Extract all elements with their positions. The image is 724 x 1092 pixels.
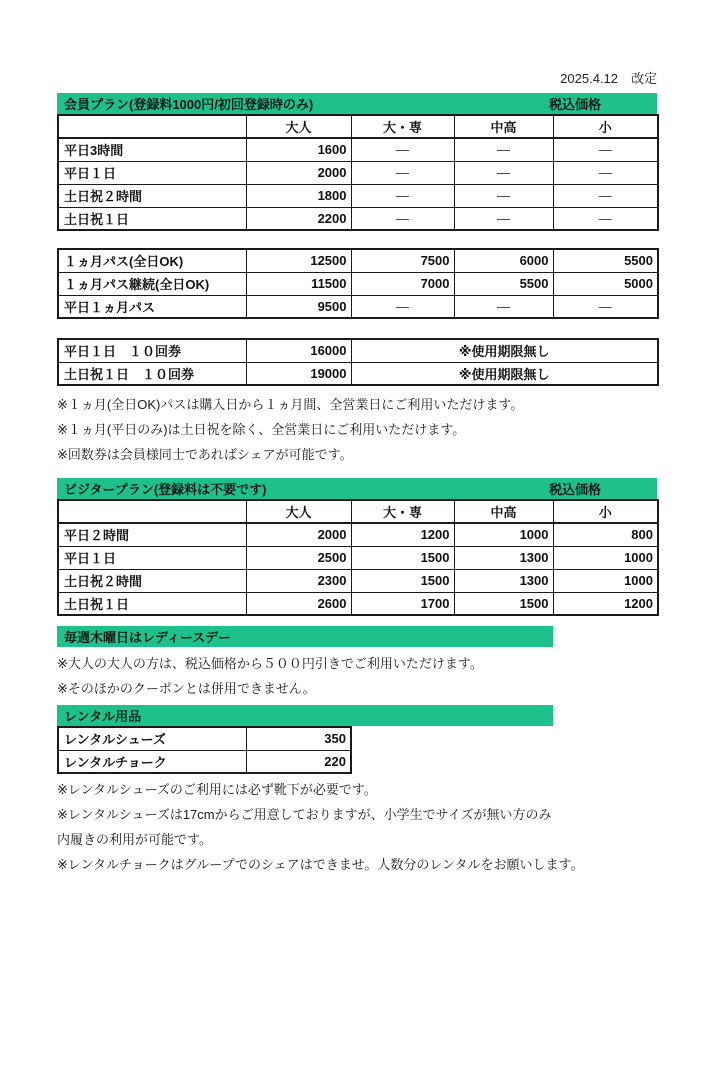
price-cell: ―	[351, 295, 454, 318]
price-cell: 7500	[351, 249, 454, 272]
price-cell: ―	[454, 295, 553, 318]
table-row	[58, 161, 658, 184]
rental-item-label: レンタルチョーク	[58, 750, 246, 773]
table-row	[58, 138, 658, 161]
price-cell: 2300	[246, 569, 351, 592]
table-row	[58, 592, 658, 615]
ticket-note-cell: ※使用期限無し	[351, 339, 658, 362]
price-cell: 1700	[351, 592, 454, 615]
price-cell: 7000	[351, 272, 454, 295]
price-cell: 350	[246, 727, 351, 750]
table-row	[58, 295, 658, 318]
ticket-book-table	[57, 338, 659, 386]
price-cell: 2200	[246, 207, 351, 230]
price-cell: 1800	[246, 184, 351, 207]
price-cell: ―	[553, 138, 658, 161]
column-header-univ: 大・専	[351, 500, 454, 523]
column-header-jhs-hs: 中高	[454, 500, 553, 523]
price-cell: 2500	[246, 546, 351, 569]
note-line: ※そのほかのクーポンとは併用できません。	[57, 681, 316, 696]
corner-cell-empty	[58, 115, 246, 138]
member-plan-title: 会員プラン(登録料1000円/初回登録時のみ)	[64, 97, 314, 112]
member-plan-header-bar	[57, 93, 657, 114]
plan-label: 平日１日	[58, 546, 246, 569]
plan-label: １ヵ月パス(全日OK)	[58, 249, 246, 272]
price-cell: 1500	[351, 569, 454, 592]
price-cell: ―	[553, 295, 658, 318]
rental-header-bar	[57, 705, 553, 726]
price-cell: 5500	[454, 272, 553, 295]
price-cell: ―	[553, 161, 658, 184]
price-cell: 1500	[454, 592, 553, 615]
table-row	[58, 727, 351, 750]
visitor-plan-header-row	[58, 500, 658, 523]
price-cell: 11500	[246, 272, 351, 295]
plan-label: 平日１日	[58, 161, 246, 184]
ladies-day-title: 毎週木曜日はレディースデー	[64, 630, 232, 645]
price-cell: ―	[351, 184, 454, 207]
price-cell: ―	[553, 184, 658, 207]
price-cell: 5500	[553, 249, 658, 272]
note-line: ※レンタルチョークはグループでのシェアはできませ。人数分のレンタルをお願いします。	[57, 857, 584, 872]
price-cell: 220	[246, 750, 351, 773]
price-cell: ―	[553, 207, 658, 230]
price-cell: ―	[351, 207, 454, 230]
plan-label: 土日祝１日 １０回券	[58, 362, 246, 385]
corner-cell-empty	[58, 500, 246, 523]
member-plan-price-label: 税込価格	[548, 97, 601, 112]
column-header-child: 小	[553, 500, 658, 523]
price-cell: 16000	[246, 339, 351, 362]
price-cell: ―	[351, 138, 454, 161]
price-cell: 1300	[454, 569, 553, 592]
price-cell: 19000	[246, 362, 351, 385]
table-row	[58, 184, 658, 207]
ticket-note-cell: ※使用期限無し	[351, 362, 658, 385]
note-line: ※大人の大人の方は、税込価格から５００円引きでご利用いただけます。	[57, 656, 483, 671]
price-cell: 2600	[246, 592, 351, 615]
plan-label: 平日２時間	[58, 523, 246, 546]
price-cell: 1500	[351, 546, 454, 569]
table-row	[58, 339, 658, 362]
plan-label: 平日１ヵ月パス	[58, 295, 246, 318]
price-cell: 6000	[454, 249, 553, 272]
note-line: ※レンタルシューズのご利用には必ず靴下が必要です。	[57, 782, 377, 797]
column-header-adult: 大人	[246, 115, 351, 138]
price-cell: 1200	[351, 523, 454, 546]
note-line: ※１ヵ月(平日のみ)は土日祝を除く、全営業日にご利用いただけます。	[57, 422, 466, 437]
visitor-plan-price-label: 税込価格	[548, 482, 601, 497]
price-cell: 1600	[246, 138, 351, 161]
price-cell: 5000	[553, 272, 658, 295]
monthly-pass-table	[57, 248, 659, 319]
rental-notes	[57, 781, 657, 873]
price-cell: 1000	[553, 569, 658, 592]
member-plan-header-row	[58, 115, 658, 138]
note-line: ※１ヵ月(全日OK)パスは購入日から１ヵ月間、全営業日にご利用いただけます。	[57, 397, 524, 412]
table-row	[58, 523, 658, 546]
ladies-day-notes	[57, 655, 657, 697]
rental-title: レンタル用品	[64, 709, 142, 724]
note-line: ※レンタルシューズは17cmからご用意しておりますが、小学生でサイズが無い方のみ	[57, 807, 552, 822]
member-notes	[57, 396, 657, 463]
price-cell: 9500	[246, 295, 351, 318]
visitor-plan-table	[57, 499, 659, 616]
table-row	[58, 207, 658, 230]
rental-item-label: レンタルシューズ	[58, 727, 246, 750]
table-row	[58, 249, 658, 272]
plan-label: 平日１日 １０回券	[58, 339, 246, 362]
price-cell: 1000	[553, 546, 658, 569]
visitor-plan-header-bar	[57, 478, 657, 499]
column-header-child: 小	[553, 115, 658, 138]
member-plan-table	[57, 114, 659, 231]
note-line: 内履きの利用が可能です。	[57, 832, 212, 847]
revision-date: 2025.4.12 改定	[560, 71, 657, 86]
note-line: ※回数券は会員様同士であればシェアが可能です。	[57, 447, 353, 462]
plan-label: 土日祝２時間	[58, 569, 246, 592]
table-row	[58, 750, 351, 773]
plan-label: 土日祝１日	[58, 592, 246, 615]
price-cell: 2000	[246, 161, 351, 184]
plan-label: 土日祝２時間	[58, 184, 246, 207]
price-sheet	[57, 68, 657, 873]
price-cell: ―	[351, 161, 454, 184]
column-header-univ: 大・専	[351, 115, 454, 138]
price-cell: 1300	[454, 546, 553, 569]
price-cell: ―	[454, 161, 553, 184]
table-row	[58, 546, 658, 569]
plan-label: 土日祝１日	[58, 207, 246, 230]
price-cell: ―	[454, 138, 553, 161]
price-cell: 1000	[454, 523, 553, 546]
price-cell: 1200	[553, 592, 658, 615]
column-header-adult: 大人	[246, 500, 351, 523]
column-header-jhs-hs: 中高	[454, 115, 553, 138]
price-cell: ―	[454, 184, 553, 207]
visitor-plan-title: ビジタープラン(登録料は不要です)	[64, 482, 267, 497]
plan-label: １ヵ月パス継続(全日OK)	[58, 272, 246, 295]
price-cell: ―	[454, 207, 553, 230]
plan-label: 平日3時間	[58, 138, 246, 161]
price-cell: 12500	[246, 249, 351, 272]
price-cell: 2000	[246, 523, 351, 546]
table-row	[58, 272, 658, 295]
table-row	[58, 569, 658, 592]
rental-table	[57, 726, 352, 774]
price-cell: 800	[553, 523, 658, 546]
table-row	[58, 362, 658, 385]
ladies-day-header-bar	[57, 626, 553, 647]
